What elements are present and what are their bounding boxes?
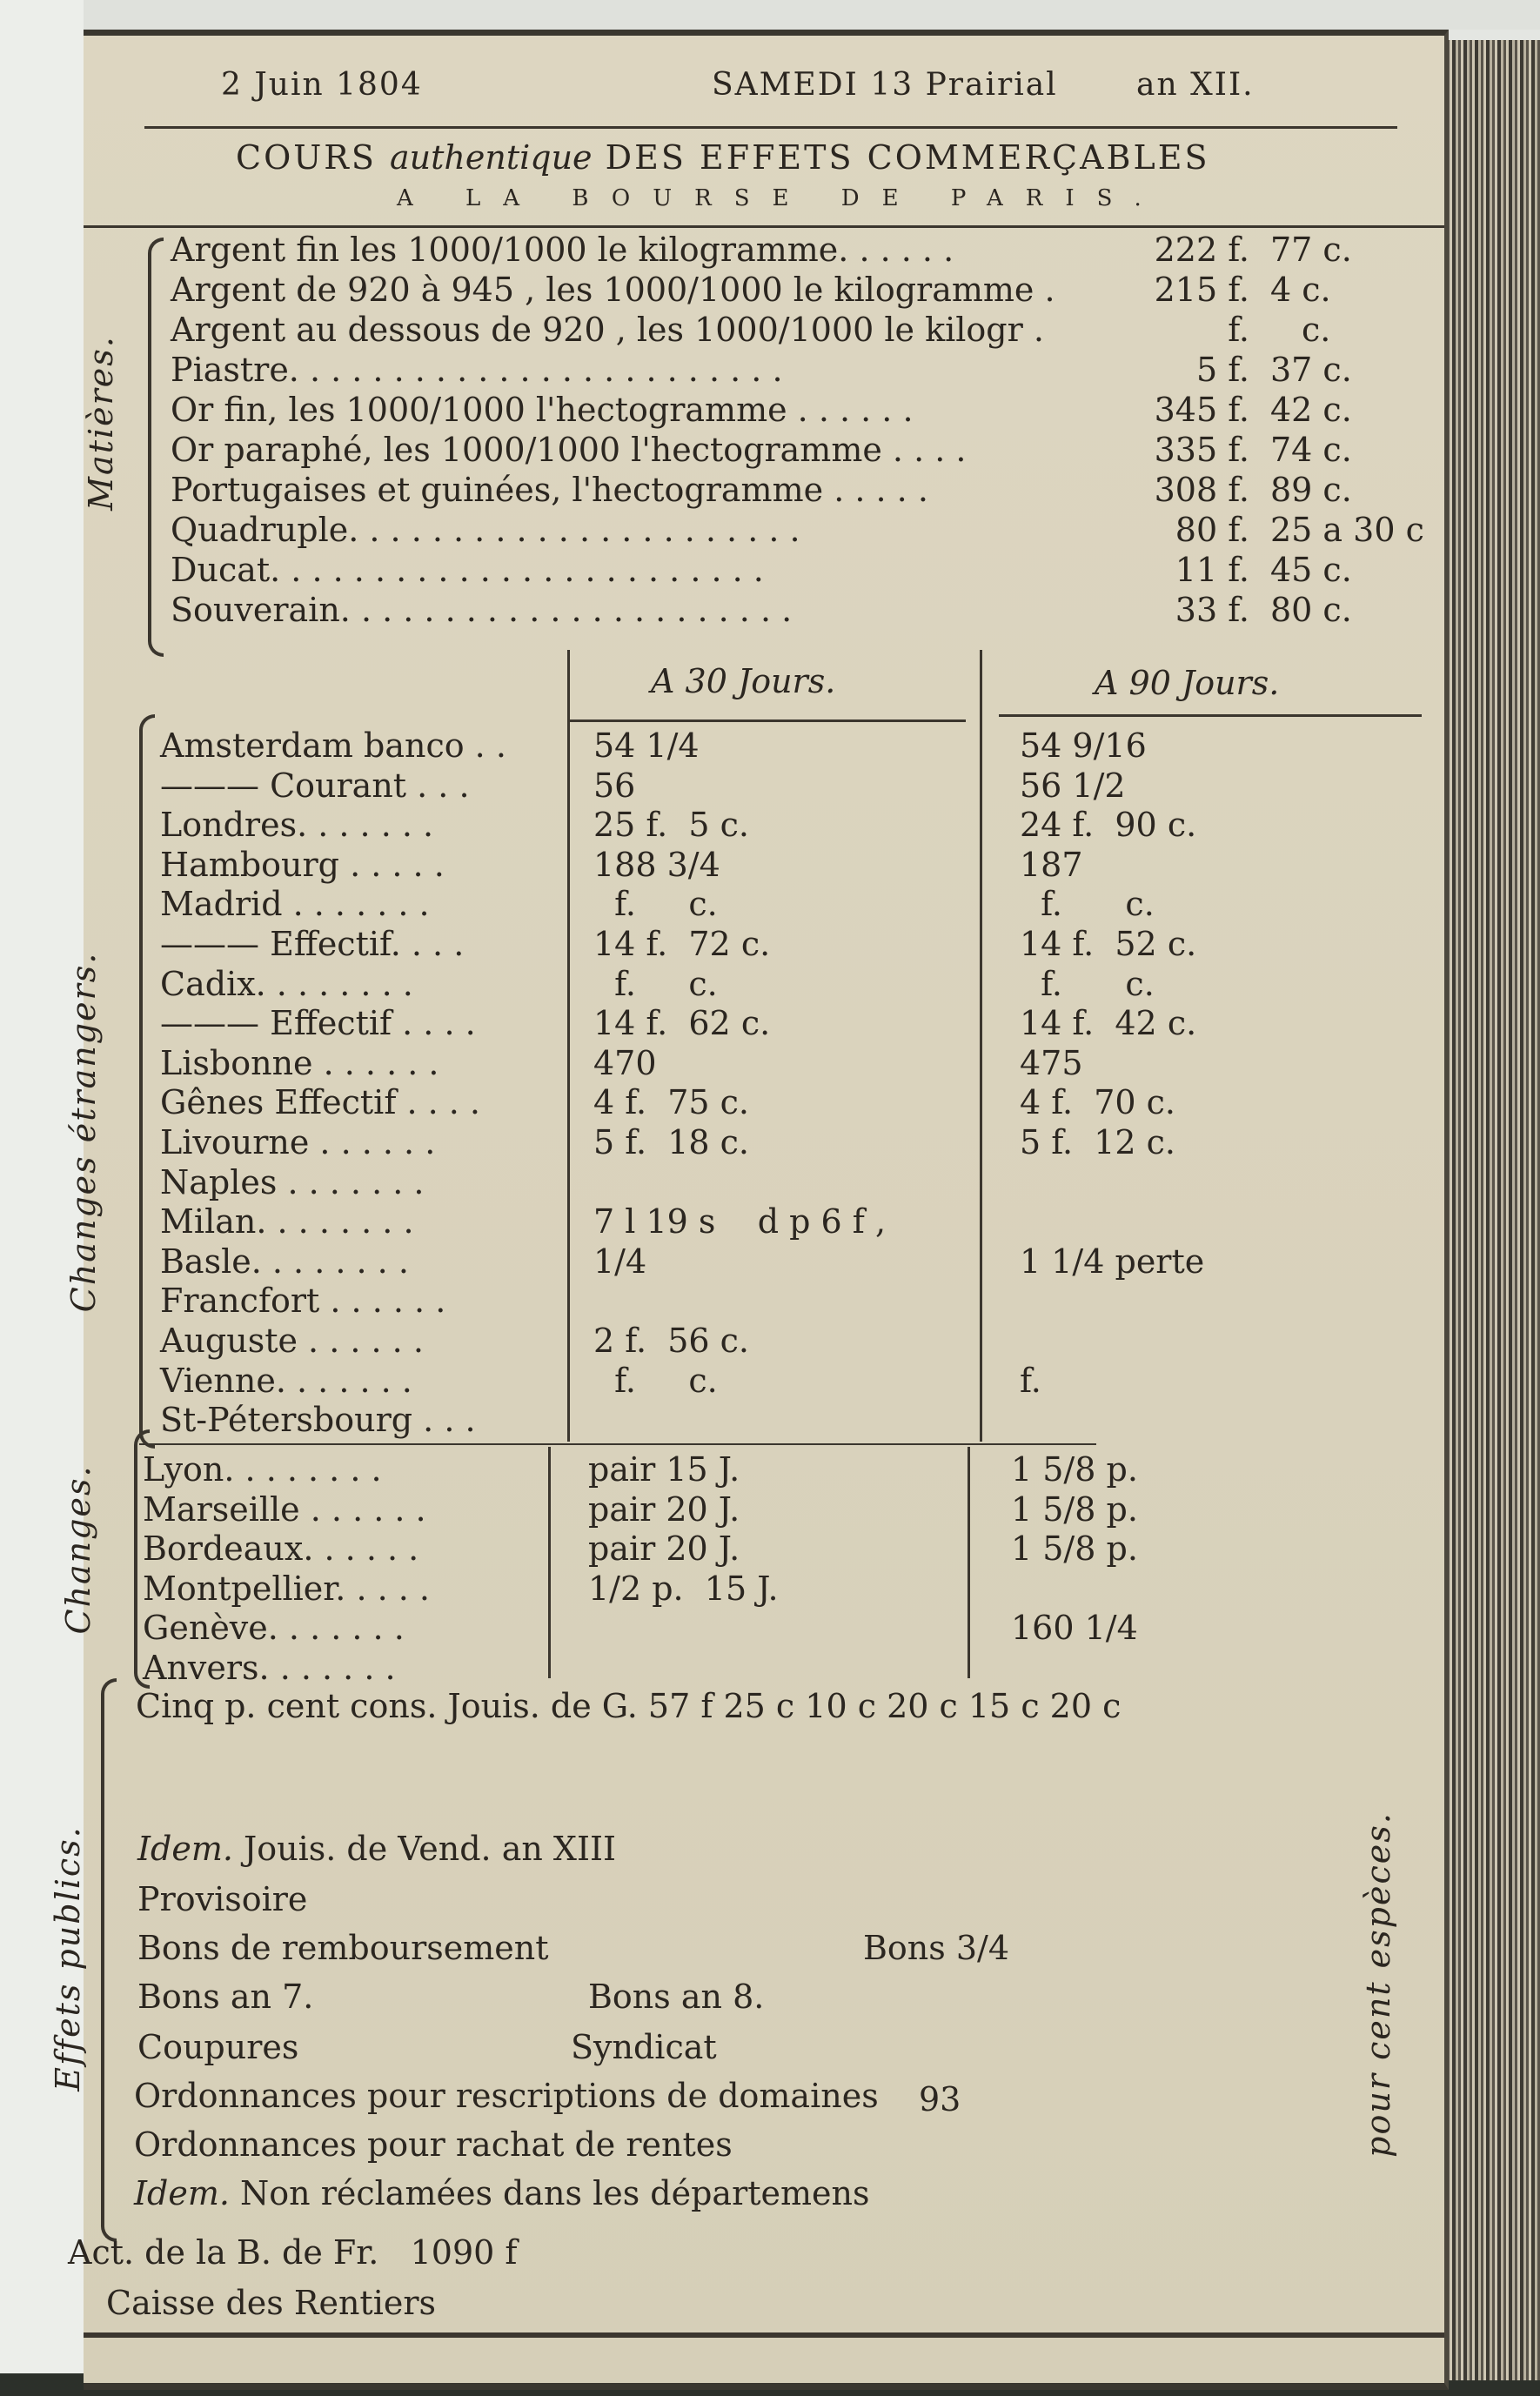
etrangers-j30: 7 l 19 s d p 6 f , <box>593 1202 887 1242</box>
matieres-label: Argent au dessous de 920 , les 1000/1000 le kilogr . <box>171 311 1044 349</box>
changes-j30: pair 15 J. <box>588 1450 740 1489</box>
changes-j90: 1 5/8 p. <box>1011 1489 1138 1529</box>
col-header-90: A 90 Jours. <box>1095 664 1280 702</box>
etrangers-label: Francfort . . . . . . <box>160 1282 446 1321</box>
etrangers-j90: 5 f. 12 c. <box>1020 1123 1175 1161</box>
etrangers-label: ——— Effectif . . . . <box>160 1004 476 1043</box>
col-header-rule-30 <box>567 719 966 722</box>
matieres-c: 37 c. <box>1270 351 1352 389</box>
etrangers-label: Vienne. . . . . . . <box>160 1361 412 1400</box>
effets-ordonnances-rachat: Ordonnances pour rachat de rentes <box>134 2125 733 2164</box>
etrangers-j90: f. c. <box>1020 964 1155 1003</box>
col-rule-90-upper <box>980 650 982 1442</box>
etrangers-j90: 14 f. 42 c. <box>1020 1004 1197 1043</box>
changes-label: Anvers. . . . . . . <box>143 1649 396 1687</box>
etrangers-j30: 1/4 <box>593 1242 647 1281</box>
section-divider <box>139 1443 1096 1445</box>
ledger-page <box>49 30 1449 2390</box>
matieres-label: Or fin, les 1000/1000 l'hectogramme . . . . . . <box>171 391 914 429</box>
effets-bons-34: Bons 3/4 <box>863 1929 1010 1967</box>
etrangers-j30: 4 f. 75 c. <box>593 1083 749 1122</box>
matieres-label: Argent de 920 à 945 , les 1000/1000 le kilogramme . <box>171 271 1055 309</box>
matieres-label: Piastre. . . . . . . . . . . . . . . . . . . . . . . . <box>171 351 783 389</box>
col-rule-30-upper <box>567 650 570 1442</box>
etrangers-j30: 470 <box>593 1043 657 1082</box>
etrangers-label: Livourne . . . . . . <box>160 1123 436 1161</box>
etrangers-j90: 56 1/2 <box>1020 766 1126 805</box>
matieres-f: f. <box>1228 311 1249 349</box>
col-rule-30-lower <box>548 1447 551 1678</box>
etrangers-j30: 56 <box>593 766 636 805</box>
matieres-c: 89 c. <box>1270 471 1352 509</box>
header-year: an XII. <box>1136 67 1255 103</box>
matieres-f: 80 f. <box>1175 511 1249 549</box>
matieres-label: Argent fin les 1000/1000 le kilogramme. . . . . . <box>171 231 954 269</box>
matieres-f: 33 f. <box>1175 591 1249 629</box>
brace-changes-etrangers <box>139 714 155 1449</box>
changes-label: Marseille . . . . . . <box>143 1489 426 1529</box>
etrangers-label: Naples . . . . . . . <box>160 1162 425 1201</box>
section-effets-publics: Effets publics. <box>49 1825 87 2091</box>
etrangers-j30: f. c. <box>593 1361 718 1400</box>
matieres-label: Quadruple. . . . . . . . . . . . . . . . . . . . . . <box>171 511 800 549</box>
etrangers-j90: f. <box>1020 1361 1041 1400</box>
etrangers-j90: 475 <box>1020 1043 1083 1082</box>
background-top <box>84 0 1540 30</box>
etrangers-j90: f. c. <box>1020 885 1155 924</box>
header-date: 2 Juin 1804 <box>221 67 423 103</box>
header-rule <box>144 126 1397 129</box>
etrangers-j30: 14 f. 62 c. <box>593 1004 771 1043</box>
footer-act: Act. de la B. de Fr. 1090 f <box>68 2233 518 2272</box>
matieres-c: 45 c. <box>1270 551 1352 589</box>
etrangers-label: ——— Courant . . . <box>160 766 470 805</box>
matieres-label: Portugaises et guinées, l'hectogramme . . . . . <box>171 471 928 509</box>
effets-ordonnances-value: 93 <box>919 2080 961 2118</box>
etrangers-label: Milan. . . . . . . . <box>160 1202 414 1242</box>
margin-pour-cent: pour cent espèces. <box>1359 1811 1397 2158</box>
changes-label: Montpellier. . . . . <box>143 1569 430 1608</box>
etrangers-label: Lisbonne . . . . . . <box>160 1043 439 1082</box>
matieres-f: 222 f. <box>1154 231 1249 269</box>
brace-effets-publics <box>101 1678 117 2242</box>
section-changes: Changes. <box>59 1464 97 1635</box>
changes-label: Bordeaux. . . . . . <box>143 1529 419 1569</box>
etrangers-j30: 25 f. 5 c. <box>593 806 749 845</box>
changes-label: Genève. . . . . . . <box>143 1609 405 1648</box>
etrangers-j30: 14 f. 72 c. <box>593 925 771 963</box>
section-changes-etrangers: Changes étrangers. <box>64 951 103 1313</box>
effets-bons-an7: Bons an 7. <box>137 1978 314 2016</box>
matieres-c: 42 c. <box>1270 391 1352 429</box>
effets-bons-remboursement: Bons de remboursement <box>137 1929 549 1967</box>
changes-label: Lyon. . . . . . . . <box>143 1450 382 1489</box>
changes-j90: 1 5/8 p. <box>1011 1529 1138 1569</box>
etrangers-j90: 187 <box>1020 845 1083 884</box>
etrangers-label: Cadix. . . . . . . . <box>160 964 413 1003</box>
effets-ordonnances-rescriptions: Ordonnances pour rescriptions de domaines <box>134 2077 879 2115</box>
etrangers-label: Basle. . . . . . . . <box>160 1242 409 1281</box>
section-matieres: Matières. <box>82 335 120 511</box>
etrangers-j30: f. c. <box>593 964 718 1003</box>
matieres-f: 5 f. <box>1195 351 1249 389</box>
effets-syndicat: Syndicat <box>571 2028 717 2066</box>
matieres-c: 77 c. <box>1270 231 1352 269</box>
etrangers-j90: 4 f. 70 c. <box>1020 1083 1175 1122</box>
etrangers-j30: f. c. <box>593 885 718 924</box>
matieres-c: 4 c. <box>1270 271 1331 309</box>
etrangers-j30: 2 f. 56 c. <box>593 1322 749 1360</box>
etrangers-j90: 54 9/16 <box>1020 726 1147 765</box>
changes-j30: pair 20 J. <box>588 1489 740 1529</box>
matieres-f: 11 f. <box>1175 551 1249 589</box>
matieres-f: 215 f. <box>1154 271 1249 309</box>
matieres-label: Or paraphé, les 1000/1000 l'hectogramme . . . . <box>171 431 967 469</box>
etrangers-label: Londres. . . . . . . <box>160 806 434 845</box>
etrangers-label: Gênes Effectif . . . . <box>160 1083 481 1122</box>
matieres-c: 25 a 30 c <box>1270 511 1424 549</box>
book-page-edges <box>1436 40 1540 2380</box>
etrangers-j30: 54 1/4 <box>593 726 700 765</box>
effets-cinq: Cinq p. cent cons. Jouis. de G. 57 f 25 c 10 c 20 c 15 c 20 c <box>136 1687 1122 1725</box>
effets-bons-an8: Bons an 8. <box>588 1978 765 2016</box>
matieres-f: 345 f. <box>1154 391 1249 429</box>
etrangers-label: ——— Effectif. . . . <box>160 925 465 963</box>
brace-matieres <box>148 238 164 657</box>
footer-rule <box>84 2332 1444 2338</box>
matieres-f: 335 f. <box>1154 431 1249 469</box>
title-rule <box>84 225 1444 228</box>
etrangers-label: Amsterdam banco . . <box>160 726 506 765</box>
header-day: SAMEDI 13 Prairial <box>712 67 1058 103</box>
changes-j90: 1 5/8 p. <box>1011 1450 1138 1489</box>
effets-idem: Idem. Jouis. de Vend. an XIII <box>137 1830 616 1868</box>
etrangers-j90: 24 f. 90 c. <box>1020 806 1197 845</box>
etrangers-label: Auguste . . . . . . <box>160 1322 424 1360</box>
changes-j30: 1/2 p. 15 J. <box>588 1569 779 1608</box>
matieres-label: Souverain. . . . . . . . . . . . . . . . . . . . . . <box>171 591 793 629</box>
changes-j90: 160 1/4 <box>1011 1609 1138 1648</box>
etrangers-j90: 14 f. 52 c. <box>1020 925 1197 963</box>
footer-caisse: Caisse des Rentiers <box>106 2284 436 2322</box>
etrangers-label: Madrid . . . . . . . <box>160 885 430 924</box>
matieres-c: 74 c. <box>1270 431 1352 469</box>
matieres-label: Ducat. . . . . . . . . . . . . . . . . . . . . . . . <box>171 551 764 589</box>
col-header-rule-90 <box>999 714 1422 717</box>
col-header-30: A 30 Jours. <box>651 662 836 700</box>
effets-coupures: Coupures <box>137 2028 299 2066</box>
page-subtitle: A LA BOURSE DE PARIS. <box>397 185 1164 211</box>
etrangers-label: St-Pétersbourg . . . <box>160 1401 476 1440</box>
changes-j30: pair 20 J. <box>588 1529 740 1569</box>
col-rule-90-lower <box>968 1447 970 1678</box>
etrangers-label: Hambourg . . . . . <box>160 845 445 884</box>
effets-idem-non-reclamees: Idem. Non réclamées dans les départemens <box>134 2174 870 2212</box>
effets-provisoire: Provisoire <box>137 1880 308 1918</box>
matieres-c: 80 c. <box>1270 591 1352 629</box>
matieres-f: 308 f. <box>1154 471 1249 509</box>
page-title: COURS authentique DES EFFETS COMMERÇABLES <box>236 138 1210 177</box>
etrangers-j90: 1 1/4 perte <box>1020 1242 1205 1281</box>
etrangers-j30: 188 3/4 <box>593 845 720 884</box>
matieres-c: c. <box>1302 311 1331 349</box>
etrangers-j30: 5 f. 18 c. <box>593 1123 749 1161</box>
